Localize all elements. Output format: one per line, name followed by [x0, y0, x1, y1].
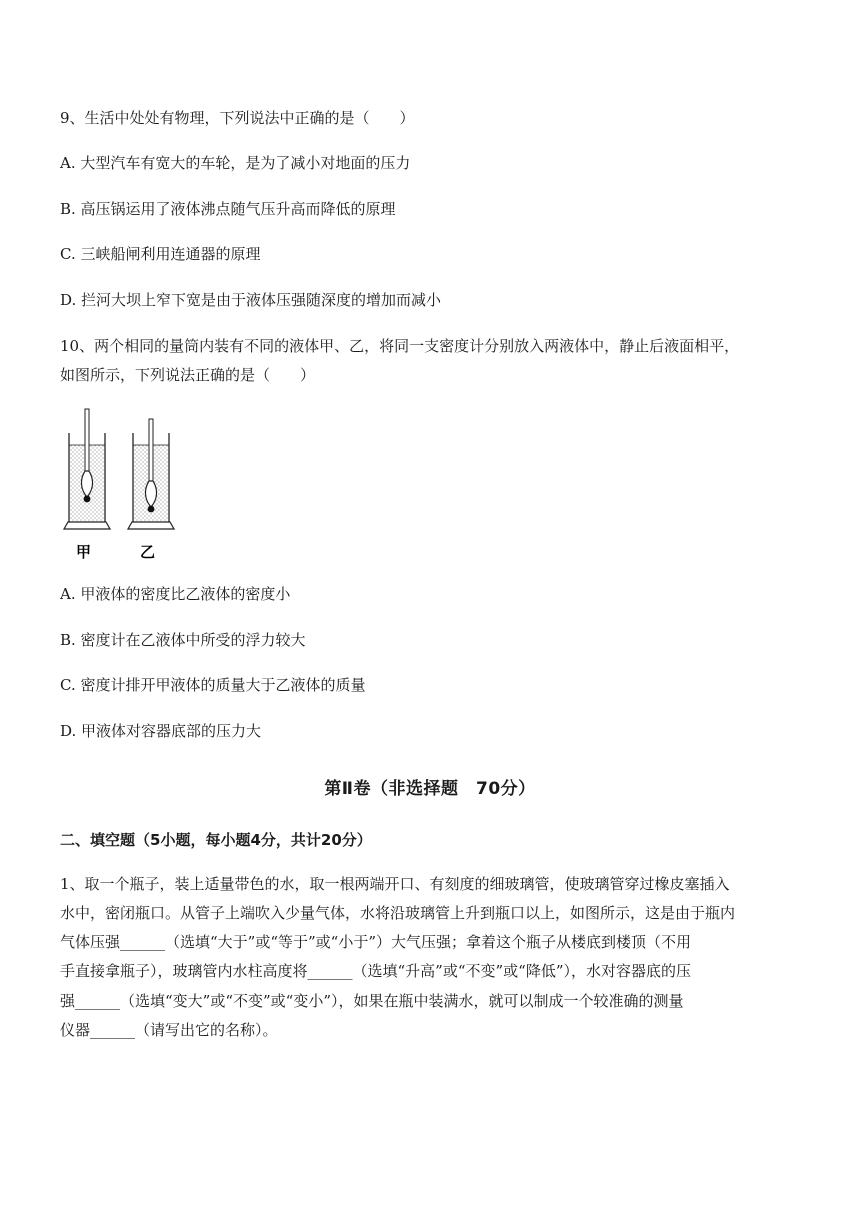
q10-option-b: B. 密度计在乙液体中所受的浮力较大: [60, 631, 306, 649]
cylinder-jia: [64, 409, 110, 529]
q9-stem: 9、生活中处处有物理，下列说法中正确的是（ ）: [60, 109, 415, 127]
q9-option-d: D. 拦河大坝上窄下宽是由于液体压强随深度的增加而减小: [60, 291, 442, 309]
label-yi: 乙: [140, 543, 156, 561]
fill-q1-line4: 手直接拿瓶子），玻璃管内水柱高度将______（选填“升高”或“不变”或“降低”），水对容器底的压: [60, 962, 692, 980]
hydrometer-diagram: [62, 405, 182, 565]
q9-option-c: C. 三峡船闸利用连通器的原理: [60, 245, 261, 263]
fill-q1-line3: 气体压强______（选填“大于”或“等于”或“小于”）大气压强；拿着这个瓶子从楼底到楼顶（不用: [60, 933, 692, 951]
fill-q1-line2: 水中，密闭瓶口。从管子上端吹入少量气体，水将沿玻璃管上升到瓶口以上，如图所示，这是由于瓶内: [60, 904, 736, 922]
q10-option-c: C. 密度计排开甲液体的质量大于乙液体的质量: [60, 676, 366, 694]
fill-q1-line6: 仪器______（请写出它的名称）。: [60, 1021, 278, 1039]
cylinder-yi: [128, 419, 174, 529]
fill-q1-line5: 强______（选填“变大”或“不变”或“变小”），如果在瓶中装满水，就可以制成一个较准确的测量: [60, 992, 684, 1010]
q10-option-d: D. 甲液体对容器底部的压力大: [60, 722, 262, 740]
q9-option-b: B. 高压锅运用了液体沸点随气压升高而降低的原理: [60, 200, 396, 218]
part2-title: 第Ⅱ卷（非选择题 70分）: [324, 779, 536, 799]
fill-q1-line1: 1、取一个瓶子，装上适量带色的水，取一根两端开口、有刻度的细玻璃管，使玻璃管穿过橡皮塞插入: [60, 875, 730, 893]
label-jia: 甲: [76, 543, 92, 561]
q9-option-a: A. 大型汽车有宽大的车轮，是为了减小对地面的压力: [60, 154, 411, 172]
section-fill-blank-heading: 二、填空题（5小题，每小题4分，共计20分）: [60, 831, 372, 849]
hydrometer-figure: [62, 405, 182, 565]
q10-stem-line2: 如图所示，下列说法正确的是（ ）: [60, 366, 316, 384]
q10-stem-line1: 10、两个相同的量筒内装有不同的液体甲、乙，将同一支密度计分别放入两液体中，静止后液面相平，: [60, 337, 740, 355]
q10-option-a: A. 甲液体的密度比乙液体的密度小: [60, 585, 291, 603]
